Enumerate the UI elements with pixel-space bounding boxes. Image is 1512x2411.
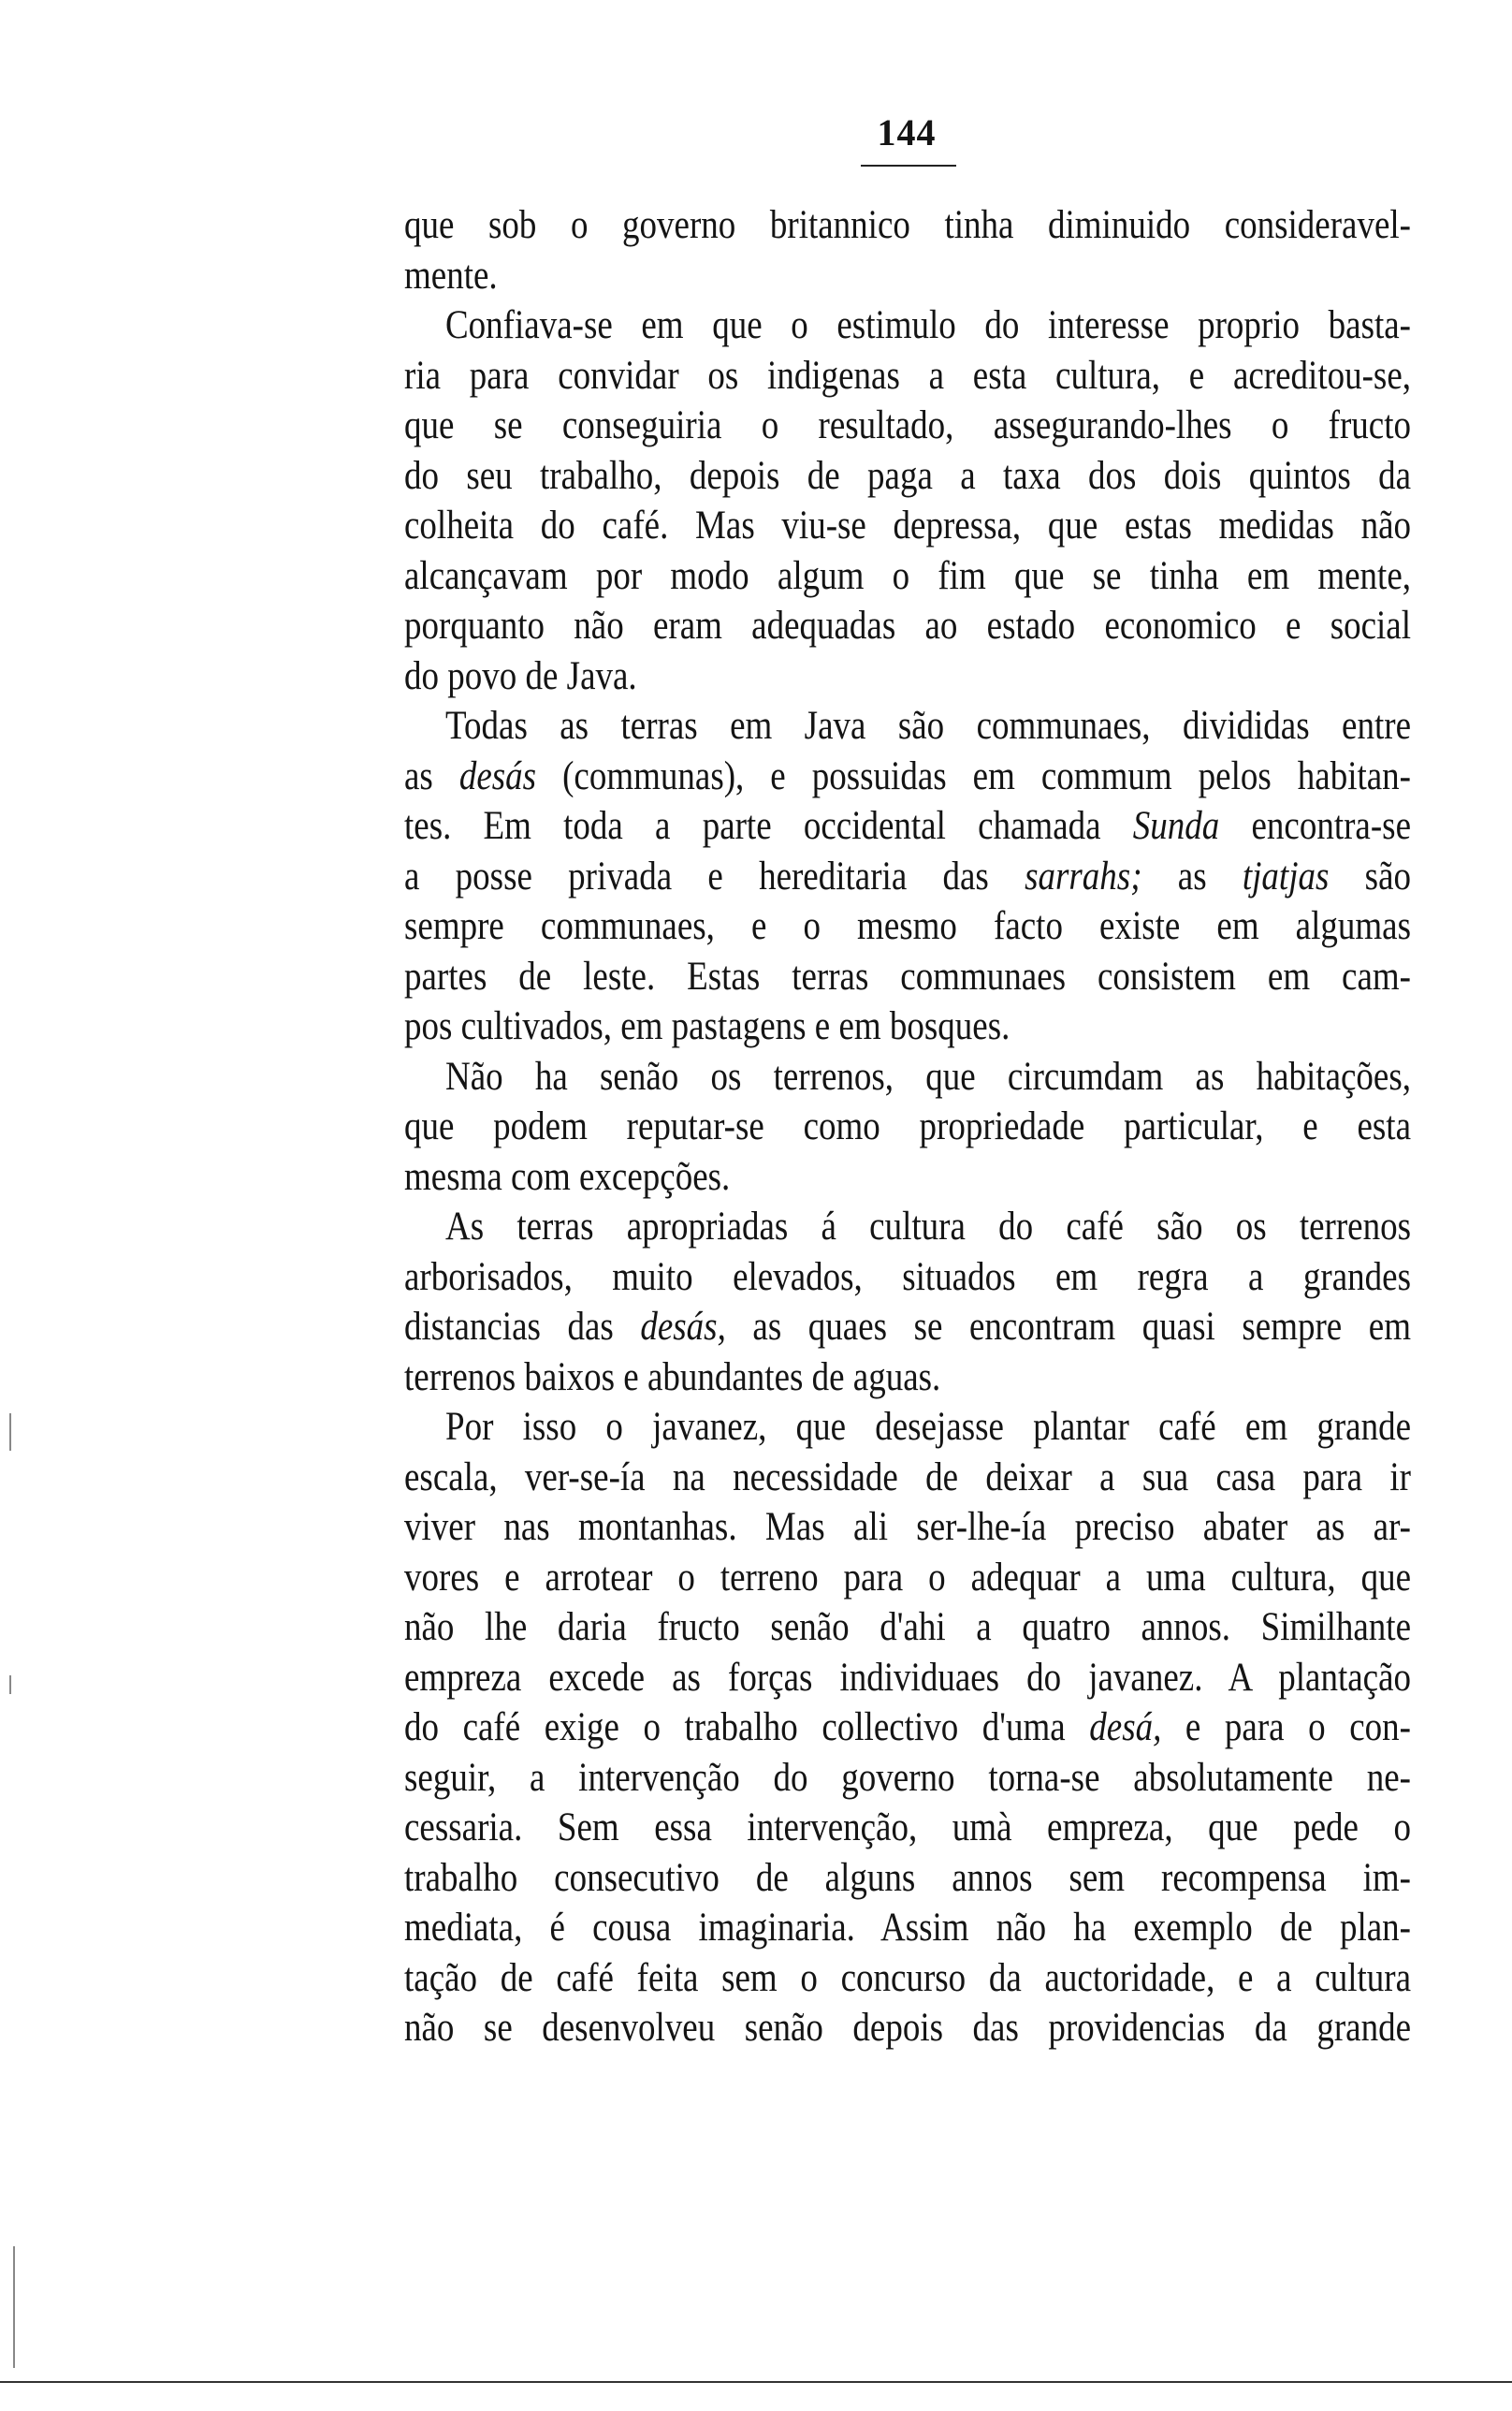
text-run: (communas), e possuidas em commum pelos habitan- (536, 753, 1411, 799)
italic-term: desá, (1089, 1704, 1162, 1750)
text-run: arborisados, muito elevados, situados em regra a grandes (404, 1253, 1411, 1300)
text-run: mesma com excepções. (404, 1153, 731, 1200)
text-run: as quaes se encontram quasi sempre em (725, 1304, 1411, 1350)
text-run: porquanto não eram adequadas ao estado economico e social (404, 603, 1411, 649)
paragraph (404, 1052, 1411, 1203)
text-run: escala, ver-se-ía na necessidade de deixar a sua casa para ir (404, 1454, 1411, 1500)
body-text (404, 200, 1411, 2053)
italic-term: sarrahs; (1025, 853, 1142, 899)
text-run: empreza excede as forças individuaes do javanez. A plantação (404, 1654, 1411, 1701)
paragraph (404, 300, 1411, 701)
paragraph (404, 1402, 1411, 2053)
text-run: seguir, a intervenção do governo torna-se absolutamente ne- (404, 1754, 1411, 1801)
text-run: que podem reputar-se como propriedade particular, e esta (404, 1103, 1411, 1149)
text-run: do seu trabalho, depois de paga a taxa dos dois quintos da (404, 452, 1411, 499)
text-line (404, 1998, 1411, 2057)
margin-mark (9, 1413, 11, 1451)
text-run: Todas as terras em Java são communaes, divididas entre (445, 703, 1411, 749)
paragraph (404, 200, 1411, 300)
text-run: Não ha senão os terrenos, que circumdam as habitações, (445, 1053, 1411, 1100)
text-run: alcançavam por modo algum o fim que se tinha em mente, (404, 552, 1411, 599)
text-run: cessaria. Sem essa intervenção, umà empreza, que pede o (404, 1805, 1411, 1850)
text-run: mente. (404, 252, 498, 299)
text-run: Confiava-se em que o estimulo do interesse proprio basta- (445, 302, 1411, 348)
text-run: sempre communaes, e o mesmo facto existe em algumas (404, 903, 1411, 949)
text-run: são (1329, 853, 1411, 899)
page-number: 144 (877, 111, 937, 153)
margin-mark (13, 2246, 15, 2368)
bottom-page-edge-line (0, 2381, 1512, 2383)
text-run: ria para convidar os indigenas a esta cultura, e acreditou-se, (404, 352, 1411, 399)
italic-term: Sunda (1132, 803, 1220, 849)
text-run: as (1141, 853, 1243, 899)
text-run: trabalho consecutivo de alguns annos sem recompensa im- (404, 1854, 1411, 1901)
text-run: As terras apropriadas á cultura do café são os terrenos (445, 1204, 1411, 1249)
paragraph (404, 701, 1411, 1052)
text-run: as (404, 753, 459, 799)
text-run: do povo de Java. (404, 652, 637, 699)
text-run: terrenos baixos e abundantes de aguas. (404, 1353, 941, 1400)
text-run: pos cultivados, em pastagens e em bosques. (404, 1003, 1010, 1049)
margin-mark (9, 1675, 11, 1694)
text-run: encontra-se (1219, 803, 1411, 849)
page-number-rule (861, 165, 956, 167)
italic-term: desás, (640, 1304, 726, 1350)
text-run: e para o con- (1161, 1704, 1411, 1750)
italic-term: desás (458, 753, 537, 799)
text-run: colheita do café. Mas viu-se depressa, que estas medidas não (404, 503, 1411, 548)
text-run: distancias das (404, 1304, 641, 1350)
text-run: mediata, é cousa imaginaria. Assim não ha exemplo de plan- (404, 1905, 1411, 1951)
text-run: que sob o governo britannico tinha diminuido consideravel- (404, 202, 1411, 248)
text-run: do café exige o trabalho collectivo d'uma (404, 1704, 1090, 1750)
text-run: vores e arrotear o terreno para o adequar a uma cultura, que (404, 1554, 1411, 1600)
text-run: tação de café feita sem o concurso da auctoridade, e a cultura (404, 1954, 1411, 2001)
text-run: Por isso o javanez, que desejasse plantar café em grande (445, 1404, 1411, 1450)
text-run: não lhe daria fructo senão d'ahi a quatro annos. Similhante (404, 1604, 1411, 1650)
italic-term: tjatjas (1242, 853, 1330, 899)
text-run: a posse privada e hereditaria das (404, 853, 1025, 899)
text-run: partes de leste. Estas terras communaes consistem em cam- (404, 953, 1411, 1000)
paragraph (404, 1202, 1411, 1402)
text-run: não se desenvolveu senão depois das providencias da grande (404, 2005, 1411, 2051)
text-run: que se conseguiria o resultado, assegurando-lhes o fructo (404, 402, 1411, 448)
text-run: viver nas montanhas. Mas ali ser-lhe-ía preciso abater as ar- (404, 1504, 1411, 1550)
text-run: tes. Em toda a parte occidental chamada (404, 803, 1133, 849)
